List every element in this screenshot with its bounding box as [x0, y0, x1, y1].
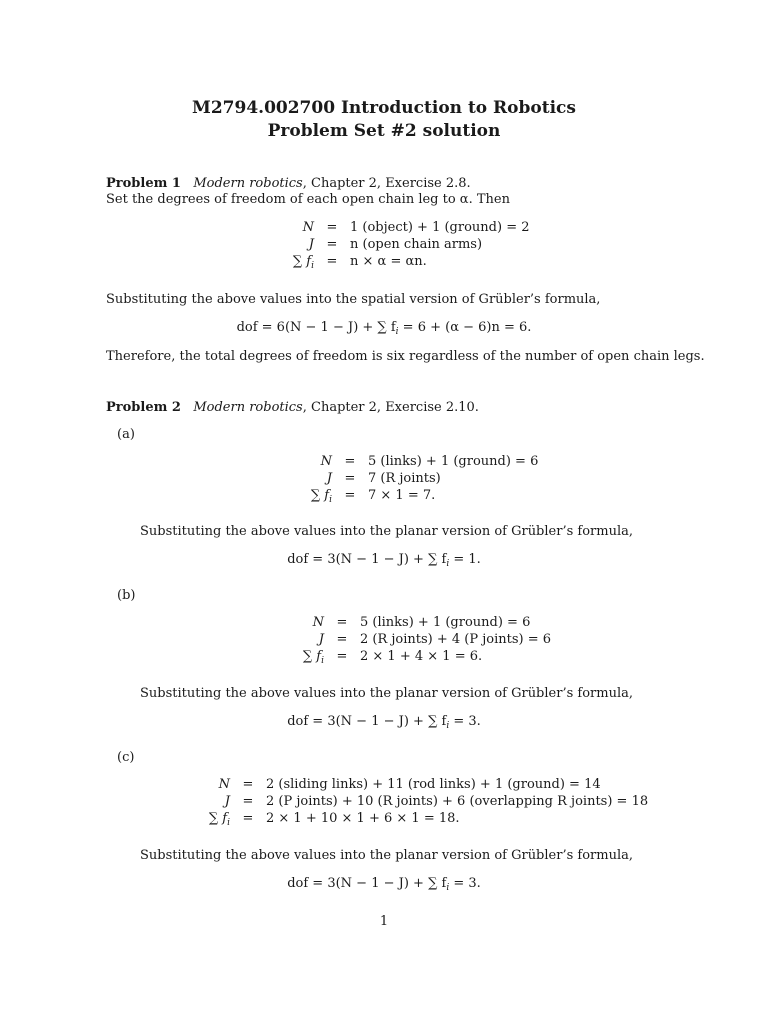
problem1-conclusion: Therefore, the total degrees of freedom is six regardless of the number of open chain legs. [106, 349, 705, 364]
part-a-label: (a) [117, 427, 135, 442]
eq-lhs: N [312, 615, 324, 630]
eq-rel: = [326, 237, 338, 252]
eq-rel: = [344, 488, 356, 503]
eq-lhs: J [326, 471, 332, 486]
problem2-heading [106, 400, 479, 415]
part-c-dof-equation: dof = 3(N − 1 − J) + ∑ $f_i = 3$. [287, 876, 481, 893]
eq-lhs-sum: ∑ $f_i$ [292, 254, 314, 271]
problem1-source-italic: Modern robotics [193, 176, 303, 191]
eq-lhs: J [318, 632, 324, 647]
eq-rel: = [344, 471, 356, 486]
problem1-heading [106, 176, 471, 191]
part-b-label: (b) [117, 588, 136, 603]
document-title-line2: Problem Set #2 solution [267, 121, 501, 141]
eq-rel: = [242, 777, 254, 792]
eq-lhs: N [302, 220, 314, 235]
part-a-subst: Substituting the above values into the planar version of Grübler’s formula, [140, 524, 633, 539]
eq-rel: = [344, 454, 356, 469]
eq-rhs: 2 × 1 + 10 × 1 + 6 × 1 = 18. [266, 811, 460, 826]
eq-lhs-sum: ∑ $f_i$ [302, 649, 324, 666]
part-b-subst: Substituting the above values into the planar version of Grübler’s formula, [140, 686, 633, 701]
eq-lhs: J [224, 794, 230, 809]
part-c-equations [178, 777, 648, 828]
problem1-source-rest: , Chapter 2, Exercise 2.8. [302, 176, 471, 191]
problem1-dof-equation: dof = 6(N − 1 − J) + ∑ $f_i = 6 + (\alpha - 6)n = 6$. [236, 320, 532, 337]
eq-rel: = [336, 615, 348, 630]
eq-rhs: 7 (R joints) [368, 471, 441, 486]
problem2-source-italic: Modern robotics [193, 400, 303, 415]
eq-rhs: n × α = αn. [350, 254, 427, 269]
eq-rhs: 2 (P joints) + 10 (R joints) + 6 (overlapping R joints) = 18 [266, 794, 649, 809]
problem1-label: Problem 1 [106, 176, 181, 191]
eq-lhs-sum: ∑ $f_i$ [208, 811, 230, 828]
eq-rhs: 2 (R joints) + 4 (P joints) = 6 [360, 632, 552, 647]
problem1-intro: Set the degrees of freedom of each open chain leg to α. Then [106, 192, 510, 207]
eq-rhs: 5 (links) + 1 (ground) = 6 [368, 454, 539, 469]
part-a-dof-equation: dof = 3(N − 1 − J) + ∑ $f_i = 1$. [287, 552, 481, 569]
part-b-dof-equation: dof = 3(N − 1 − J) + ∑ $f_i = 3$. [287, 714, 481, 731]
part-c-label: (c) [117, 750, 135, 765]
eq-rhs: 2 × 1 + 4 × 1 = 6. [360, 649, 483, 664]
eq-rel: = [242, 794, 254, 809]
eq-rel: = [242, 811, 254, 826]
eq-rel: = [326, 254, 338, 269]
eq-rel: = [336, 649, 348, 664]
eq-lhs: N [218, 777, 230, 792]
part-b-equations [272, 615, 551, 666]
eq-rhs: n (open chain arms) [350, 237, 483, 252]
problem2-source-rest: , Chapter 2, Exercise 2.10. [302, 400, 479, 415]
eq-rel: = [326, 220, 338, 235]
page-number: 1 [379, 914, 389, 929]
eq-rhs: 5 (links) + 1 (ground) = 6 [360, 615, 531, 630]
eq-rhs: 2 (sliding links) + 11 (rod links) + 1 (ground) = 14 [266, 777, 601, 792]
eq-rhs: 1 (object) + 1 (ground) = 2 [350, 220, 530, 235]
eq-lhs: J [308, 237, 314, 252]
eq-lhs-sum: ∑ $f_i$ [310, 488, 332, 505]
eq-rhs: 7 × 1 = 7. [368, 488, 436, 503]
eq-lhs: N [320, 454, 332, 469]
document-title-line1: M2794.002700 Introduction to Robotics [192, 98, 576, 118]
problem1-subst: Substituting the above values into the spatial version of Grübler’s formula, [106, 292, 601, 307]
problem2-label: Problem 2 [106, 400, 181, 415]
part-a-equations [280, 454, 538, 505]
part-c-subst: Substituting the above values into the planar version of Grübler’s formula, [140, 848, 633, 863]
problem1-equations [270, 220, 530, 271]
eq-rel: = [336, 632, 348, 647]
